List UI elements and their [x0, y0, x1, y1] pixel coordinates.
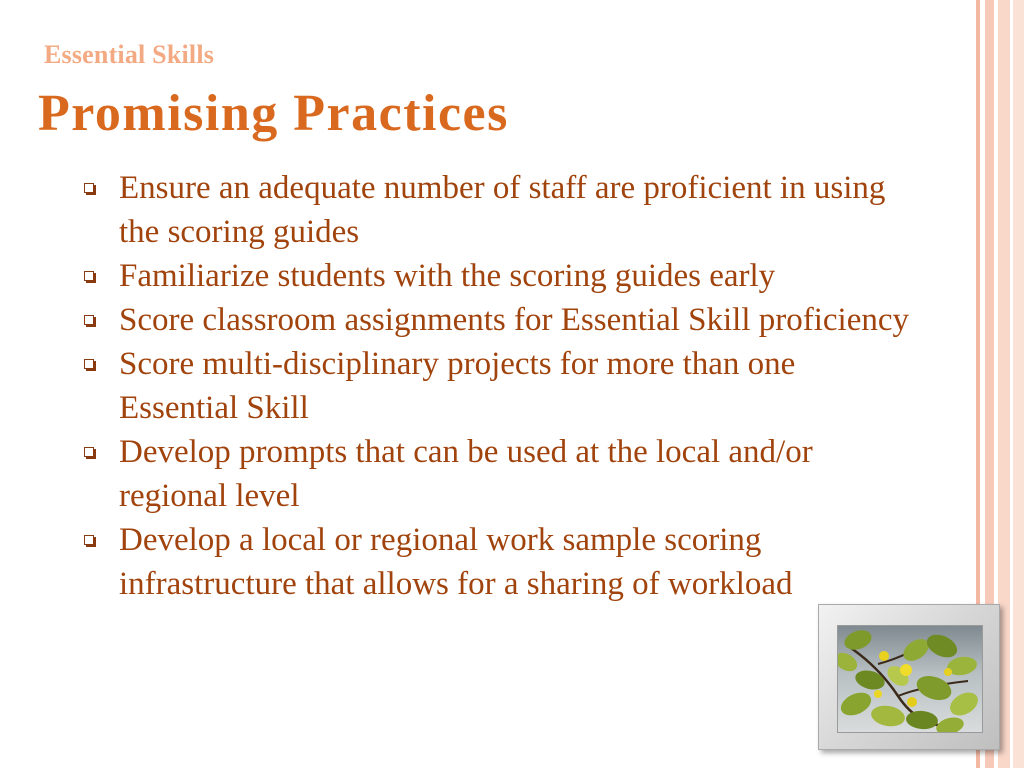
- hollow-square-bullet-icon: [84, 183, 94, 193]
- bullet-item: [80, 298, 920, 342]
- bullet-item: [80, 342, 920, 430]
- bullet-item: [80, 518, 920, 606]
- bullet-text: Develop a local or regional work sample scoring infrastructure that allows for a sharing of workload: [119, 522, 793, 602]
- bullet-text: Develop prompts that can be used at the local and/or regional level: [119, 434, 813, 514]
- bullet-list: [80, 166, 920, 606]
- hollow-square-bullet-icon: [84, 535, 94, 545]
- bullet-item: [80, 254, 920, 298]
- hollow-square-bullet-icon: [84, 315, 94, 325]
- framed-photo: [818, 604, 1000, 750]
- hollow-square-bullet-icon: [84, 359, 94, 369]
- bullet-text: Score multi-disciplinary projects for more than one Essential Skill: [119, 346, 796, 426]
- bullet-item: [80, 430, 920, 518]
- bullet-item: [80, 166, 920, 254]
- oak-leaves-photo: [837, 625, 983, 733]
- hollow-square-bullet-icon: [84, 271, 94, 281]
- slide-subtitle: Essential Skills: [44, 40, 215, 69]
- hollow-square-bullet-icon: [84, 447, 94, 457]
- slide-title: Promising Practices: [38, 85, 509, 142]
- bullet-text: Ensure an adequate number of staff are proficient in using the scoring guides: [119, 170, 886, 250]
- bullet-text: Score classroom assignments for Essential Skill proficiency: [119, 302, 910, 338]
- bullet-text: Familiarize students with the scoring guides early: [119, 258, 776, 294]
